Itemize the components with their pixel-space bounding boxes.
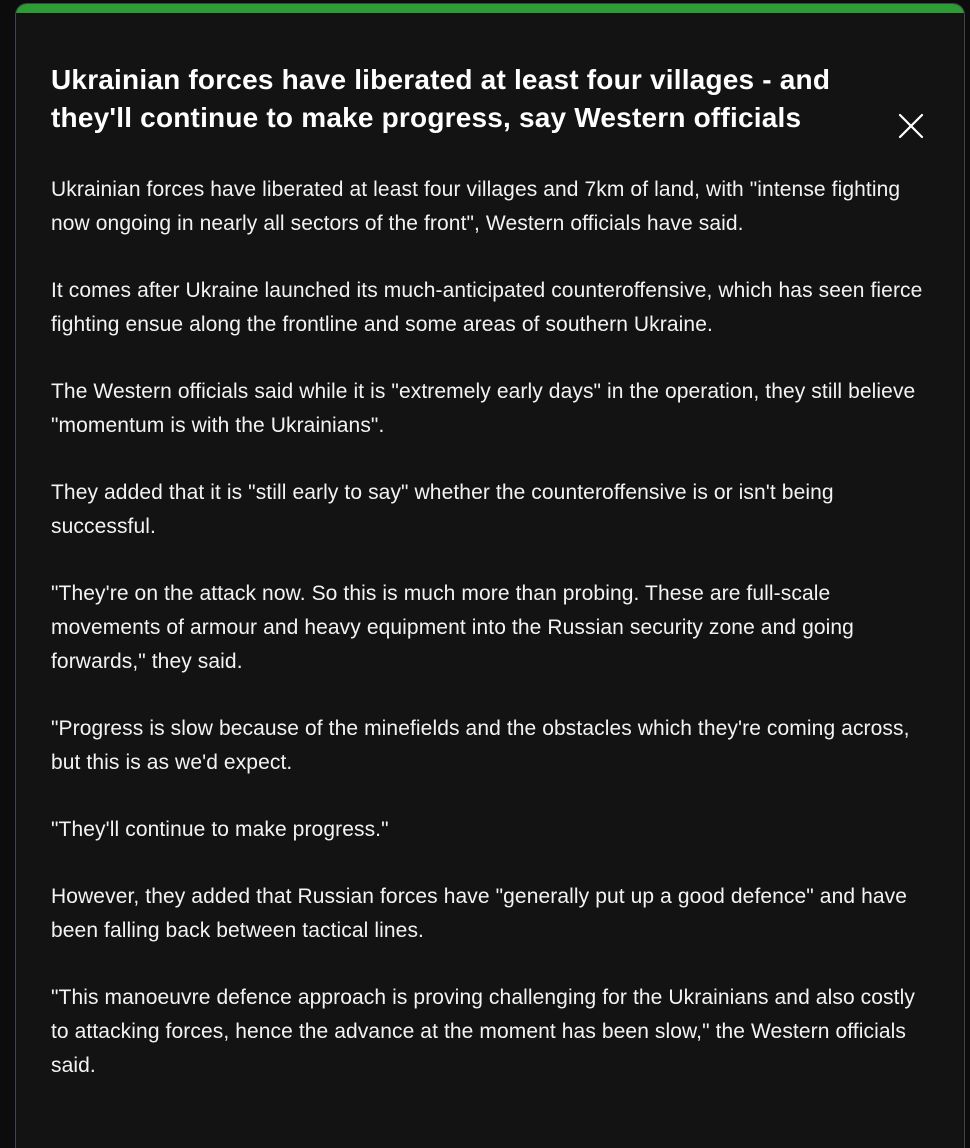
article-paragraph: Ukrainian forces have liberated at least four villages and 7km of land, with "intense fighting now ongoing in nearly all sectors of the front", Western officials have said. [51, 178, 901, 235]
accent-bar [16, 4, 964, 13]
article-paragraph: However, they added that Russian forces have "generally put up a good defence" and have been falling back between tactical lines. [51, 885, 908, 942]
article-modal [15, 3, 965, 1148]
article-paragraph: The Western officials said while it is "extremely early days" in the operation, they still believe "momentum is with the Ukrainians". [51, 380, 916, 437]
modal-content [16, 61, 964, 1083]
article-paragraph: "This manoeuvre defence approach is proving challenging for the Ukrainians and also costly to attacking forces, hence the advance at the moment has been slow," the Western officials said. [51, 986, 915, 1077]
article-paragraph: "They'll continue to make progress." [51, 818, 389, 841]
article-body [51, 173, 929, 1083]
close-icon [897, 112, 925, 140]
article-headline: Ukrainian forces have liberated at least four villages - and they'll continue to make progress, say Western officials [51, 64, 831, 133]
article-paragraph: "Progress is slow because of the minefields and the obstacles which they're coming across, but this is as we'd expect. [51, 717, 910, 774]
close-button[interactable] [896, 111, 926, 141]
article-paragraph: "They're on the attack now. So this is much more than probing. These are full-scale movements of armour and heavy equipment into the Russian security zone and going forwards," they said. [51, 582, 854, 673]
article-paragraph: It comes after Ukraine launched its much-anticipated counteroffensive, which has seen fierce fighting ensue along the frontline and some areas of southern Ukraine. [51, 279, 923, 336]
article-paragraph: They added that it is "still early to say" whether the counteroffensive is or isn't being successful. [51, 481, 834, 538]
